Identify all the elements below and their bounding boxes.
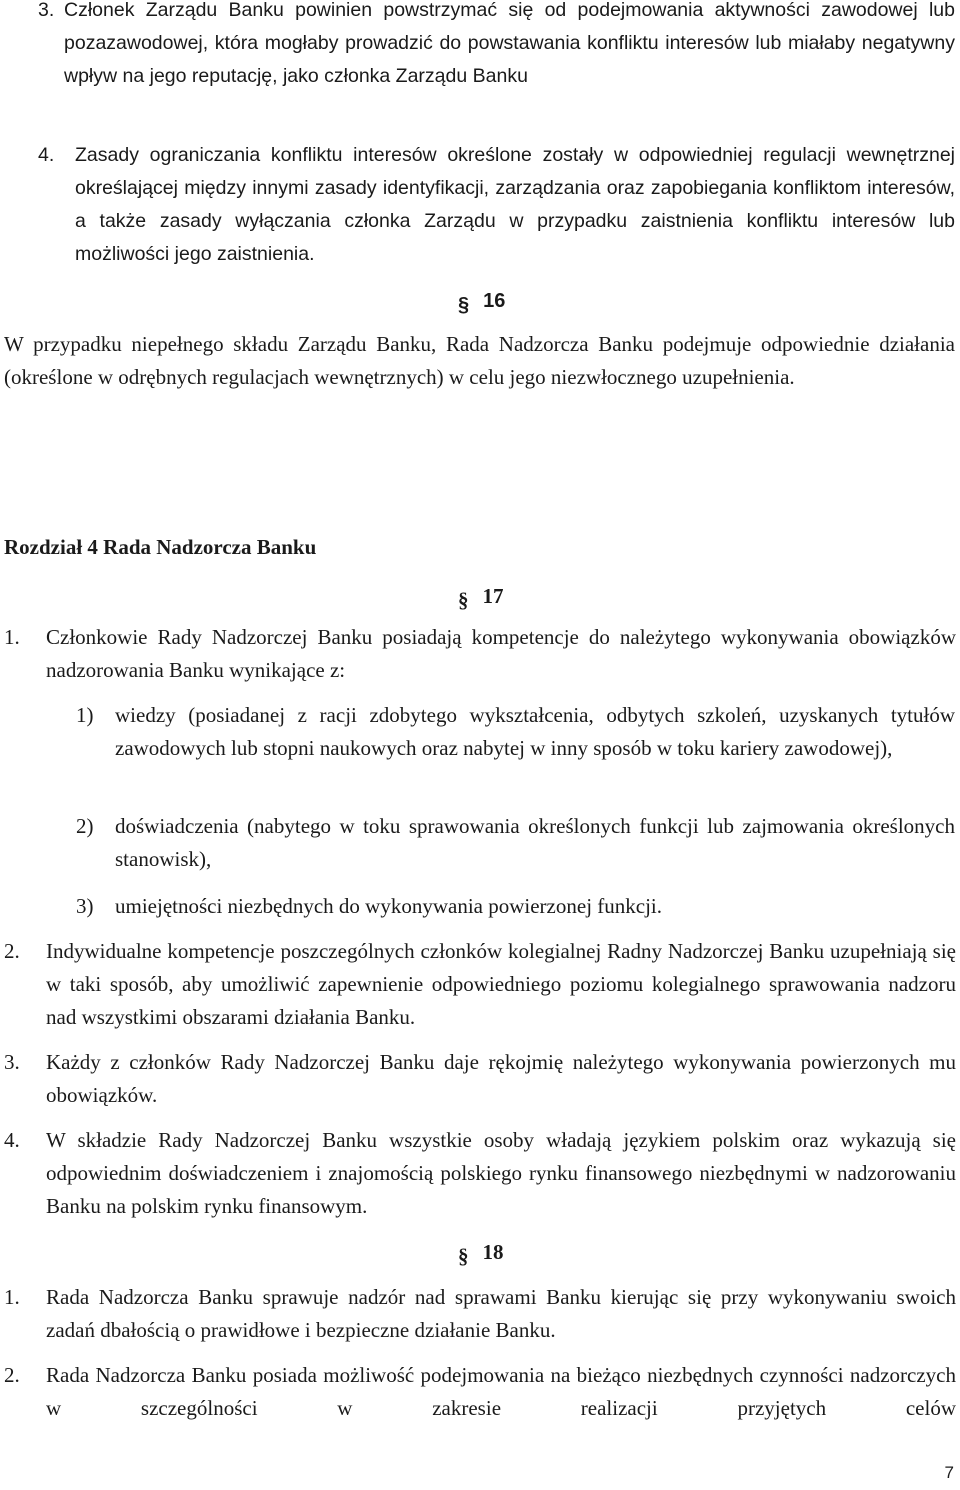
page-number: 7 — [944, 1463, 954, 1482]
section-heading-16 — [458, 285, 505, 318]
list-number: 4. — [4, 1128, 20, 1152]
list-item-text: Rada Nadzorcza Banku sprawuje nadzór nad sprawami Banku kierując się przy wykonywaniu swoich zadań dbałością o prawidłowe i bezpieczne działanie Banku. — [46, 1285, 956, 1342]
sub-list-item-text: doświadczenia (nabytego w toku sprawowania określonych funkcji lub zajmowania określonych stanowisk), — [115, 814, 955, 871]
list-number: 3. — [38, 0, 55, 21]
list-item-text: W składzie Rady Nadzorczej Banku wszystkie osoby władają językiem polskim oraz wykazują się odpowiednim doświadczeniem i znajomością polskiego rynku finansowego niezbędnymi w nadzorowaniu Banku na polskim rynku finansowym. — [46, 1128, 956, 1218]
sub-list-number: 1) — [76, 703, 94, 727]
chapter-heading: Rozdział 4 Rada Nadzorcza Banku — [4, 535, 317, 559]
section-number: 18 — [482, 1240, 504, 1264]
list-number: 1. — [4, 625, 20, 649]
list-number: 1. — [4, 1285, 20, 1309]
list-item-text: Każdy z członków Rady Nadzorczej Banku daje rękojmię należytego wykonywania powierzonych mu obowiązków. — [46, 1050, 956, 1107]
sub-list-item-text: umiejętności niezbędnych do wykonywania powierzonej funkcji. — [115, 894, 663, 918]
section-number: 17 — [482, 584, 504, 608]
list-item-text: Członek Zarządu Banku powinien powstrzymać się od podejmowania aktywności zawodowej lub pozazawodowej, która mogłaby prowadzić do powstawania konfliktu interesów lub miałaby negatywny wpływ na jego reputację, jako członka Zarządu Banku — [64, 0, 955, 87]
list-number: 4. — [38, 144, 55, 166]
sub-list-number: 2) — [76, 814, 94, 838]
section-heading-17 — [458, 580, 504, 613]
list-item-text: Członkowie Rady Nadzorczej Banku posiadają kompetencje do należytego wykonywania obowiązków nadzorowania Banku wynikające z: — [46, 625, 956, 682]
section-16-text: W przypadku niepełnego składu Zarządu Banku, Rada Nadzorcza Banku podejmuje odpowiednie działania (określone w odrębnych regulacjach wewnętrznych) w celu jego niezwłocznego uzupełnienia. — [4, 332, 955, 389]
sub-list-number: 3) — [76, 894, 94, 918]
list-number: 3. — [4, 1050, 20, 1074]
list-item-text: Zasady ograniczania konfliktu interesów określone zostały w odpowiedniej regulacji wewnętrznej określającej między innymi zasady identyfikacji, zarządzania oraz zapobiegania konfliktom interesów, a także zasady wyłączania członka Zarządu w przypadku zaistnienia konfliktu interesów lub możliwości jego zaistnienia. — [75, 144, 955, 265]
list-number: 2. — [4, 1363, 20, 1387]
section-symbol: § — [458, 1244, 469, 1268]
section-number: 16 — [483, 290, 506, 312]
section-heading-18 — [458, 1236, 504, 1269]
sub-list-item-text: wiedzy (posiadanej z racji zdobytego wykształcenia, odbytych szkoleń, uzyskanych tytułów zawodowych lub stopni naukowych oraz nabytej w inny sposób w toku kariery zawodowej), — [115, 703, 955, 760]
list-item-text: Indywidualne kompetencje poszczególnych członków kolegialnej Radny Nadzorczej Banku uzupełniają się w taki sposób, aby umożliwić zapewnienie odpowiedniego poziomu kolegialnego sprawowania nadzoru nad wszystkimi obszarami działania Banku. — [46, 939, 956, 1029]
list-item-text: Rada Nadzorcza Banku posiada możliwość podejmowania na bieżąco niezbędnych czynności nadzorczych w szczególności w zakresie realizacji przyjętych celów — [46, 1363, 956, 1420]
section-symbol: § — [458, 588, 469, 612]
list-number: 2. — [4, 939, 20, 963]
section-symbol: § — [458, 294, 470, 316]
